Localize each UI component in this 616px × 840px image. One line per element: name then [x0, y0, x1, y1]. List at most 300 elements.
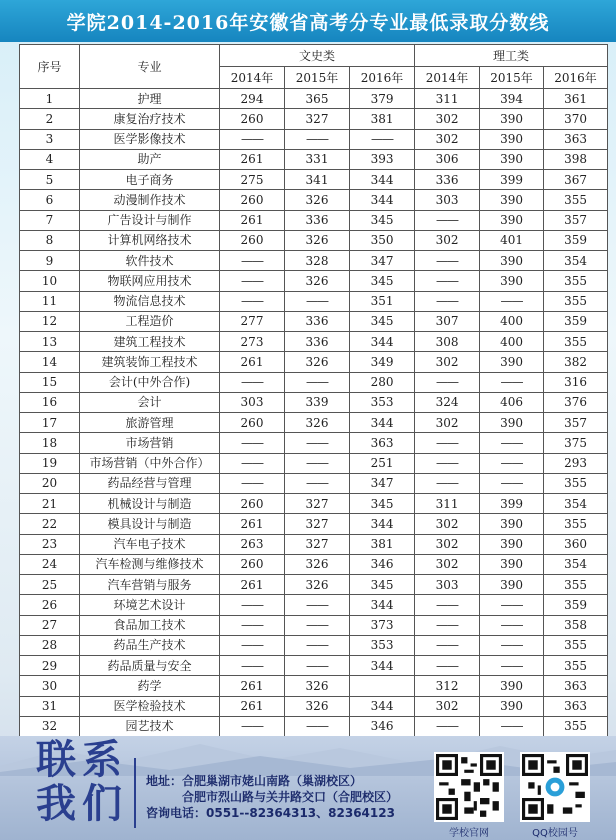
arts-2016-cell: 363 [350, 433, 415, 453]
science-2016-cell: 354 [544, 251, 608, 271]
header-year: 2015年 [480, 67, 544, 89]
arts-2015-cell: 326 [285, 190, 350, 210]
row-major-cell: 康复治疗技术 [80, 109, 220, 129]
arts-2014-cell: 261 [220, 352, 285, 372]
science-2015-cell: —— [480, 635, 544, 655]
row-index-cell: 27 [20, 615, 80, 635]
science-2015-cell: 399 [480, 170, 544, 190]
arts-2015-cell: 327 [285, 109, 350, 129]
qq-campus-qr-code[interactable] [520, 752, 590, 822]
science-2014-cell: —— [415, 635, 480, 655]
arts-2016-cell: 344 [350, 170, 415, 190]
science-2016-cell: 363 [544, 129, 608, 149]
arts-2016-cell: 344 [350, 696, 415, 716]
science-2016-cell: 355 [544, 291, 608, 311]
science-2015-cell: 390 [480, 413, 544, 433]
science-2014-cell: 324 [415, 392, 480, 412]
science-2014-cell: 302 [415, 514, 480, 534]
arts-2014-cell: —— [220, 271, 285, 291]
row-index-cell: 16 [20, 392, 80, 412]
website-qr-code[interactable] [434, 752, 504, 822]
science-2014-cell: —— [415, 615, 480, 635]
science-2016-cell: 359 [544, 311, 608, 331]
arts-2014-cell: —— [220, 433, 285, 453]
science-2016-cell: 359 [544, 230, 608, 250]
science-2014-cell: —— [415, 473, 480, 493]
row-index-cell: 24 [20, 554, 80, 574]
table-row [20, 332, 608, 352]
science-2014-cell: —— [415, 372, 480, 392]
row-major-cell: 动漫制作技术 [80, 190, 220, 210]
table-row [20, 149, 608, 169]
arts-2015-cell: —— [285, 615, 350, 635]
arts-2014-cell: 261 [220, 210, 285, 230]
arts-2014-cell: 260 [220, 109, 285, 129]
row-major-cell: 机械设计与制造 [80, 494, 220, 514]
arts-2015-cell: —— [285, 433, 350, 453]
table-row [20, 716, 608, 736]
row-index-cell: 21 [20, 494, 80, 514]
table-row [20, 210, 608, 230]
row-major-cell: 园艺技术 [80, 716, 220, 736]
science-2015-cell: 394 [480, 89, 544, 109]
arts-2016-cell: 345 [350, 494, 415, 514]
arts-2016-cell: 347 [350, 473, 415, 493]
row-major-cell: 建筑工程技术 [80, 332, 220, 352]
arts-2016-cell [350, 676, 415, 696]
arts-2014-cell: 261 [220, 676, 285, 696]
arts-2014-cell: 260 [220, 230, 285, 250]
arts-2015-cell: —— [285, 291, 350, 311]
science-2016-cell: 361 [544, 89, 608, 109]
contact-title-line1: 联系 [36, 737, 128, 783]
footer-divider [134, 758, 136, 828]
row-major-cell: 医学影像技术 [80, 129, 220, 149]
arts-2014-cell: 294 [220, 89, 285, 109]
arts-2014-cell: —— [220, 656, 285, 676]
row-index-cell: 12 [20, 311, 80, 331]
science-2014-cell: —— [415, 656, 480, 676]
score-table [19, 44, 608, 737]
science-2016-cell: 355 [544, 332, 608, 352]
header-group-science: 理工类 [415, 45, 608, 67]
row-index-cell: 26 [20, 595, 80, 615]
science-2014-cell: —— [415, 433, 480, 453]
arts-2014-cell: 273 [220, 332, 285, 352]
row-index-cell: 18 [20, 433, 80, 453]
row-major-cell: 药品经营与管理 [80, 473, 220, 493]
website-qr-label: 学校官网 [449, 828, 489, 839]
table-row [20, 190, 608, 210]
arts-2015-cell: —— [285, 453, 350, 473]
arts-2014-cell: 260 [220, 494, 285, 514]
science-2014-cell: 307 [415, 311, 480, 331]
table-row [20, 109, 608, 129]
science-2016-cell: 359 [544, 595, 608, 615]
row-index-cell: 29 [20, 656, 80, 676]
arts-2014-cell: —— [220, 595, 285, 615]
table-row [20, 433, 608, 453]
row-major-cell: 汽车检测与维修技术 [80, 554, 220, 574]
science-2015-cell: 390 [480, 109, 544, 129]
row-major-cell: 物流信息技术 [80, 291, 220, 311]
arts-2014-cell: 275 [220, 170, 285, 190]
science-2014-cell: 302 [415, 129, 480, 149]
science-2016-cell: 355 [544, 635, 608, 655]
row-major-cell: 会计 [80, 392, 220, 412]
arts-2016-cell: 344 [350, 656, 415, 676]
row-index-cell: 9 [20, 251, 80, 271]
table-row [20, 696, 608, 716]
science-2014-cell: 303 [415, 190, 480, 210]
science-2016-cell: 355 [544, 656, 608, 676]
arts-2016-cell: 345 [350, 210, 415, 230]
row-index-cell: 6 [20, 190, 80, 210]
table-row [20, 251, 608, 271]
science-2015-cell: 401 [480, 230, 544, 250]
table-row [20, 514, 608, 534]
arts-2015-cell: 326 [285, 554, 350, 574]
arts-2016-cell: 381 [350, 109, 415, 129]
table-row [20, 372, 608, 392]
science-2014-cell: —— [415, 251, 480, 271]
header-year: 2014年 [220, 67, 285, 89]
arts-2014-cell: 303 [220, 392, 285, 412]
science-2015-cell: —— [480, 716, 544, 736]
science-2016-cell: 360 [544, 534, 608, 554]
arts-2016-cell: 346 [350, 554, 415, 574]
row-index-cell: 4 [20, 149, 80, 169]
science-2015-cell: 390 [480, 696, 544, 716]
science-2016-cell: 376 [544, 392, 608, 412]
phone-line: 咨询电话：0551--82364313、82364123 [146, 806, 395, 820]
arts-2014-cell: —— [220, 372, 285, 392]
arts-2015-cell: 326 [285, 696, 350, 716]
science-2014-cell: 311 [415, 89, 480, 109]
science-2016-cell: 355 [544, 716, 608, 736]
science-2015-cell: —— [480, 473, 544, 493]
science-2016-cell: 370 [544, 109, 608, 129]
arts-2016-cell: 347 [350, 251, 415, 271]
science-2015-cell: 390 [480, 190, 544, 210]
science-2016-cell: 358 [544, 615, 608, 635]
arts-2016-cell: 346 [350, 716, 415, 736]
arts-2016-cell: 373 [350, 615, 415, 635]
science-2014-cell: 306 [415, 149, 480, 169]
page-title: 学院2014-2016年安徽省高考分专业最低录取分数线 [0, 0, 616, 42]
science-2016-cell: 355 [544, 575, 608, 595]
table-row [20, 453, 608, 473]
row-index-cell: 32 [20, 716, 80, 736]
arts-2014-cell: —— [220, 716, 285, 736]
arts-2015-cell: —— [285, 716, 350, 736]
row-index-cell: 5 [20, 170, 80, 190]
science-2015-cell: 400 [480, 311, 544, 331]
arts-2016-cell: —— [350, 129, 415, 149]
science-2014-cell: —— [415, 453, 480, 473]
science-2016-cell: 357 [544, 210, 608, 230]
science-2014-cell: —— [415, 595, 480, 615]
row-index-cell: 25 [20, 575, 80, 595]
science-2015-cell: 390 [480, 514, 544, 534]
table-row [20, 271, 608, 291]
row-index-cell: 1 [20, 89, 80, 109]
table-row [20, 413, 608, 433]
row-index-cell: 23 [20, 534, 80, 554]
header-year: 2015年 [285, 67, 350, 89]
row-major-cell: 药品质量与安全 [80, 656, 220, 676]
arts-2014-cell: 260 [220, 554, 285, 574]
arts-2015-cell: 326 [285, 676, 350, 696]
science-2014-cell: —— [415, 716, 480, 736]
table-row [20, 656, 608, 676]
arts-2016-cell: 251 [350, 453, 415, 473]
row-index-cell: 13 [20, 332, 80, 352]
table-row [20, 494, 608, 514]
arts-2014-cell: 261 [220, 514, 285, 534]
arts-2016-cell: 381 [350, 534, 415, 554]
row-major-cell: 电子商务 [80, 170, 220, 190]
science-2014-cell: 302 [415, 413, 480, 433]
arts-2016-cell: 280 [350, 372, 415, 392]
science-2015-cell: —— [480, 453, 544, 473]
row-major-cell: 汽车电子技术 [80, 534, 220, 554]
address-line-2: 合肥市烈山路与关井路交口（合肥校区） [182, 790, 399, 804]
arts-2015-cell: 339 [285, 392, 350, 412]
science-2015-cell: 390 [480, 149, 544, 169]
row-major-cell: 会计(中外合作) [80, 372, 220, 392]
row-major-cell: 市场营销 [80, 433, 220, 453]
table-row [20, 311, 608, 331]
science-2014-cell: 302 [415, 554, 480, 574]
science-2016-cell: 367 [544, 170, 608, 190]
science-2016-cell: 355 [544, 271, 608, 291]
arts-2014-cell: 261 [220, 696, 285, 716]
arts-2015-cell: 327 [285, 514, 350, 534]
arts-2016-cell: 345 [350, 271, 415, 291]
row-major-cell: 物联网应用技术 [80, 271, 220, 291]
science-2015-cell: 390 [480, 352, 544, 372]
arts-2015-cell: 326 [285, 271, 350, 291]
row-index-cell: 11 [20, 291, 80, 311]
header-year: 2016年 [350, 67, 415, 89]
table-row [20, 554, 608, 574]
arts-2016-cell: 353 [350, 635, 415, 655]
arts-2016-cell: 344 [350, 413, 415, 433]
table-row [20, 230, 608, 250]
science-2015-cell: 390 [480, 271, 544, 291]
arts-2015-cell: 328 [285, 251, 350, 271]
row-index-cell: 19 [20, 453, 80, 473]
science-2014-cell: 311 [415, 494, 480, 514]
row-major-cell: 药品生产技术 [80, 635, 220, 655]
arts-2016-cell: 353 [350, 392, 415, 412]
header-group-arts: 文史类 [220, 45, 415, 67]
row-index-cell: 28 [20, 635, 80, 655]
arts-2015-cell: 336 [285, 210, 350, 230]
science-2016-cell: 316 [544, 372, 608, 392]
row-major-cell: 市场营销（中外合作） [80, 453, 220, 473]
row-major-cell: 食品加工技术 [80, 615, 220, 635]
table-row [20, 575, 608, 595]
contact-title [36, 738, 136, 826]
science-2016-cell: 398 [544, 149, 608, 169]
science-2016-cell: 355 [544, 514, 608, 534]
science-2016-cell: 354 [544, 494, 608, 514]
arts-2015-cell: —— [285, 372, 350, 392]
contact-info [146, 773, 436, 821]
table-row [20, 615, 608, 635]
contact-title-line2: 我们 [36, 781, 128, 827]
arts-2015-cell: 341 [285, 170, 350, 190]
arts-2015-cell: 327 [285, 534, 350, 554]
arts-2014-cell: 261 [220, 149, 285, 169]
science-2014-cell: 302 [415, 534, 480, 554]
score-table-sheet [19, 44, 607, 736]
science-2014-cell: 302 [415, 230, 480, 250]
arts-2015-cell: 327 [285, 494, 350, 514]
science-2014-cell: 302 [415, 352, 480, 372]
table-row [20, 352, 608, 372]
science-2015-cell: 390 [480, 676, 544, 696]
row-index-cell: 30 [20, 676, 80, 696]
row-major-cell: 建筑装饰工程技术 [80, 352, 220, 372]
table-row [20, 534, 608, 554]
header-year: 2014年 [415, 67, 480, 89]
arts-2015-cell: 336 [285, 311, 350, 331]
science-2015-cell: —— [480, 656, 544, 676]
row-index-cell: 20 [20, 473, 80, 493]
science-2016-cell: 357 [544, 413, 608, 433]
science-2015-cell: —— [480, 291, 544, 311]
science-2014-cell: 308 [415, 332, 480, 352]
row-index-cell: 10 [20, 271, 80, 291]
table-row [20, 170, 608, 190]
arts-2014-cell: —— [220, 635, 285, 655]
row-index-cell: 31 [20, 696, 80, 716]
row-major-cell: 助产 [80, 149, 220, 169]
row-major-cell: 环境艺术设计 [80, 595, 220, 615]
row-major-cell: 护理 [80, 89, 220, 109]
row-major-cell: 旅游管理 [80, 413, 220, 433]
row-major-cell: 工程造价 [80, 311, 220, 331]
science-2016-cell: 382 [544, 352, 608, 372]
arts-2016-cell: 345 [350, 575, 415, 595]
science-2014-cell: 302 [415, 109, 480, 129]
science-2014-cell: 312 [415, 676, 480, 696]
qr-code-icon [436, 754, 502, 820]
arts-2015-cell: —— [285, 656, 350, 676]
arts-2014-cell: 260 [220, 190, 285, 210]
arts-2014-cell: —— [220, 615, 285, 635]
table-row [20, 392, 608, 412]
science-2015-cell: —— [480, 595, 544, 615]
table-row [20, 676, 608, 696]
arts-2016-cell: 351 [350, 291, 415, 311]
arts-2015-cell: 326 [285, 413, 350, 433]
arts-2014-cell: 260 [220, 413, 285, 433]
science-2015-cell: 390 [480, 251, 544, 271]
table-row [20, 635, 608, 655]
science-2014-cell: —— [415, 210, 480, 230]
arts-2016-cell: 350 [350, 230, 415, 250]
row-index-cell: 8 [20, 230, 80, 250]
arts-2014-cell: 277 [220, 311, 285, 331]
science-2015-cell: 390 [480, 129, 544, 149]
row-index-cell: 15 [20, 372, 80, 392]
arts-2014-cell: 263 [220, 534, 285, 554]
arts-2016-cell: 379 [350, 89, 415, 109]
row-index-cell: 22 [20, 514, 80, 534]
arts-2016-cell: 344 [350, 190, 415, 210]
science-2014-cell: 303 [415, 575, 480, 595]
arts-2015-cell: —— [285, 635, 350, 655]
row-major-cell: 汽车营销与服务 [80, 575, 220, 595]
arts-2015-cell: 365 [285, 89, 350, 109]
table-row [20, 291, 608, 311]
table-row [20, 595, 608, 615]
arts-2015-cell: 336 [285, 332, 350, 352]
arts-2014-cell: —— [220, 473, 285, 493]
arts-2014-cell: —— [220, 129, 285, 149]
row-major-cell: 药学 [80, 676, 220, 696]
header-year: 2016年 [544, 67, 608, 89]
row-major-cell: 计算机网络技术 [80, 230, 220, 250]
row-index-cell: 3 [20, 129, 80, 149]
science-2015-cell: 399 [480, 494, 544, 514]
arts-2015-cell: —— [285, 595, 350, 615]
science-2016-cell: 355 [544, 473, 608, 493]
science-2014-cell: 336 [415, 170, 480, 190]
arts-2016-cell: 349 [350, 352, 415, 372]
table-row [20, 473, 608, 493]
science-2015-cell: —— [480, 372, 544, 392]
arts-2014-cell: 261 [220, 575, 285, 595]
table-row [20, 129, 608, 149]
header-major: 专业 [80, 45, 220, 89]
arts-2015-cell: 331 [285, 149, 350, 169]
address-line-1: 地址：合肥巢湖市姥山南路（巢湖校区） [146, 774, 363, 788]
science-2015-cell: —— [480, 615, 544, 635]
arts-2015-cell: 326 [285, 352, 350, 372]
row-major-cell: 医学检验技术 [80, 696, 220, 716]
science-2015-cell: 390 [480, 210, 544, 230]
row-major-cell: 软件技术 [80, 251, 220, 271]
row-index-cell: 2 [20, 109, 80, 129]
row-major-cell: 广告设计与制作 [80, 210, 220, 230]
science-2015-cell: 390 [480, 575, 544, 595]
science-2015-cell: 390 [480, 554, 544, 574]
row-major-cell: 模具设计与制造 [80, 514, 220, 534]
row-index-cell: 17 [20, 413, 80, 433]
science-2014-cell: —— [415, 291, 480, 311]
science-2015-cell: —— [480, 433, 544, 453]
science-2015-cell: 390 [480, 534, 544, 554]
arts-2016-cell: 345 [350, 311, 415, 331]
table-row [20, 89, 608, 109]
arts-2014-cell: —— [220, 251, 285, 271]
arts-2015-cell: 326 [285, 575, 350, 595]
arts-2015-cell: —— [285, 129, 350, 149]
arts-2016-cell: 344 [350, 514, 415, 534]
science-2015-cell: 400 [480, 332, 544, 352]
science-2016-cell: 354 [544, 554, 608, 574]
arts-2014-cell: —— [220, 453, 285, 473]
arts-2015-cell: 326 [285, 230, 350, 250]
arts-2014-cell: —— [220, 291, 285, 311]
science-2016-cell: 293 [544, 453, 608, 473]
science-2016-cell: 363 [544, 696, 608, 716]
